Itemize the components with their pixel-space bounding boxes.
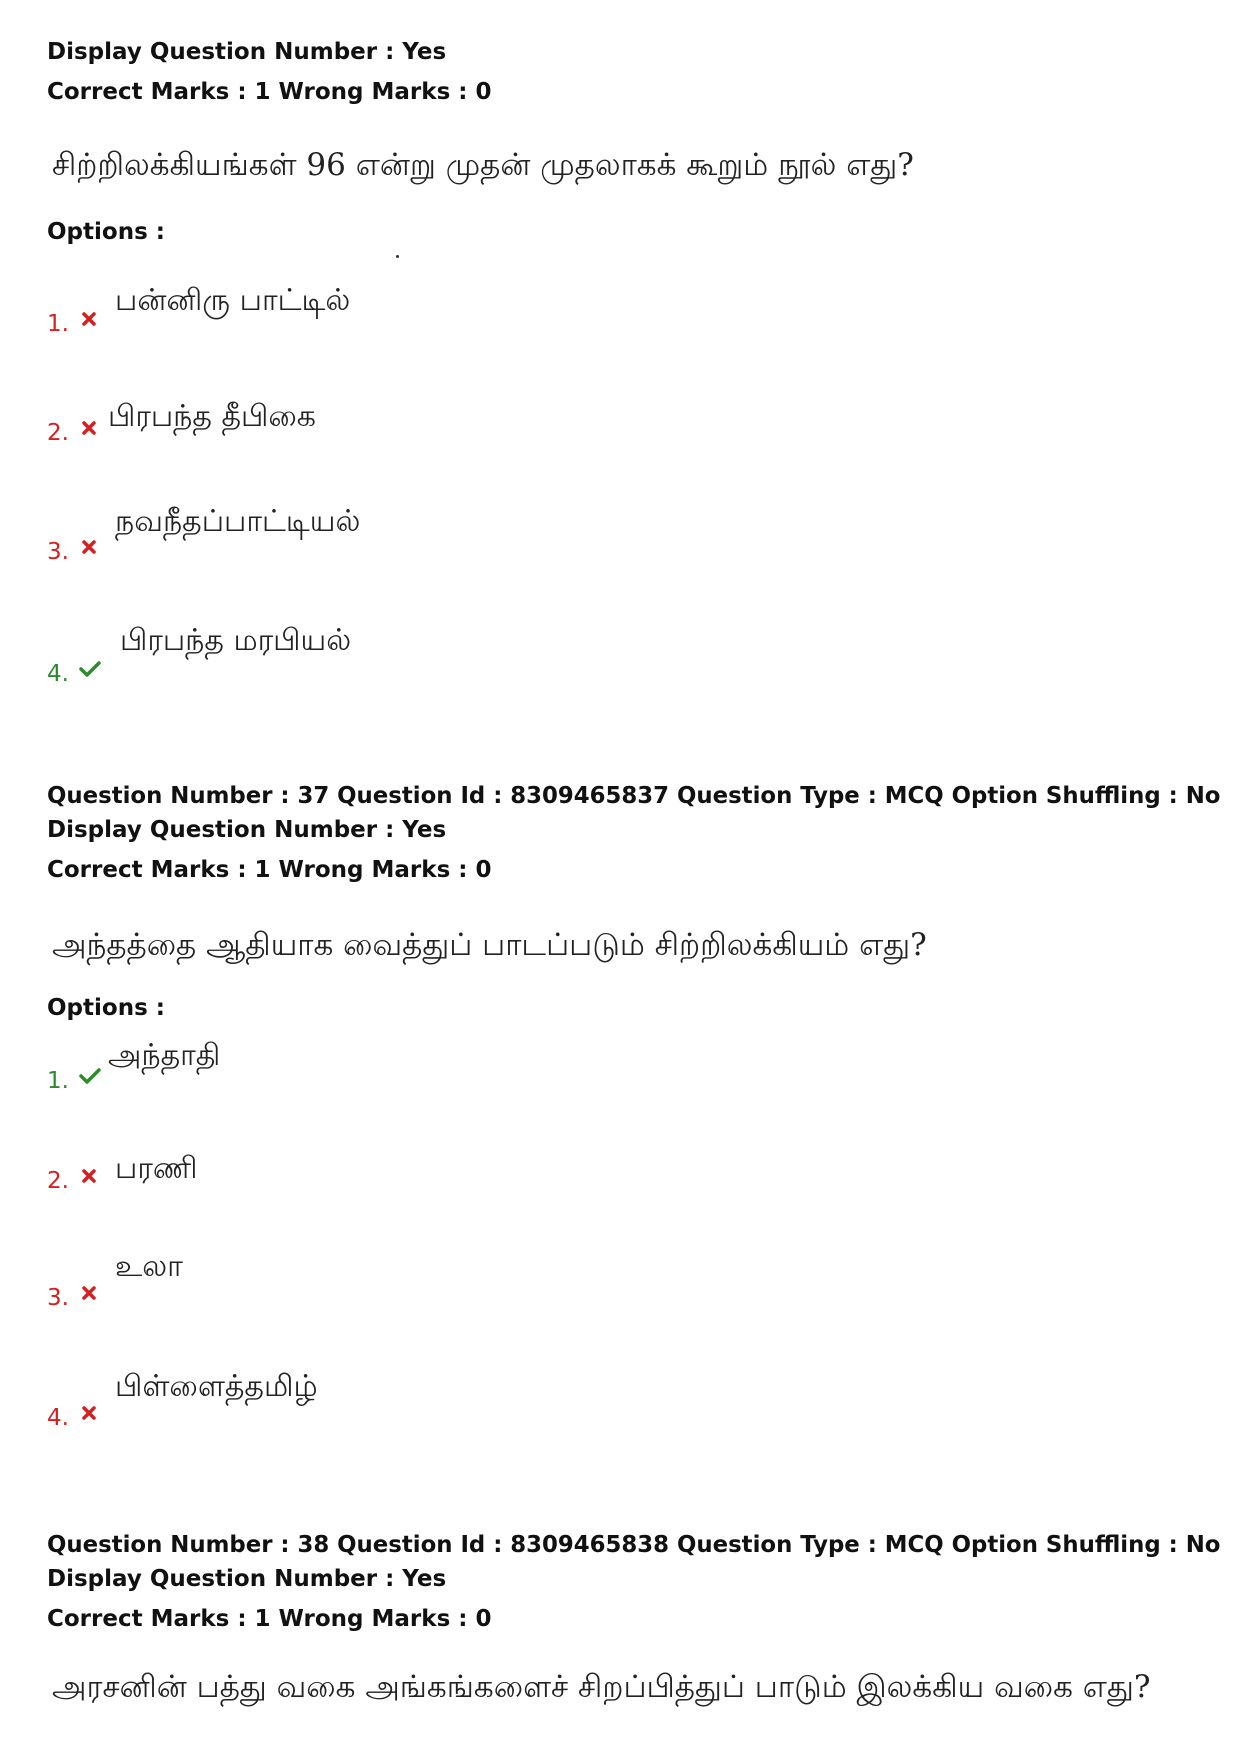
question-header: Question Number : 37 Question Id : 8309465837 Question Type : MCQ Option Shuffling : No <box>47 783 1221 809</box>
check-icon <box>79 1067 101 1085</box>
marks-info: Correct Marks : 1 Wrong Marks : 0 <box>47 79 492 105</box>
option-number: 1. <box>47 311 69 337</box>
stray-dot <box>396 255 399 258</box>
options-label: Options : <box>47 995 165 1021</box>
cross-icon <box>80 1404 98 1422</box>
option-number: 1. <box>47 1068 69 1094</box>
options-label: Options : <box>47 219 165 245</box>
option-text: பிரபந்த தீபிகை <box>108 399 316 434</box>
cross-icon <box>80 1167 98 1185</box>
marks-info: Correct Marks : 1 Wrong Marks : 0 <box>47 1606 492 1632</box>
cross-icon <box>80 538 98 556</box>
display-question-number: Display Question Number : Yes <box>47 817 447 843</box>
question-text: அந்தத்தை ஆதியாக வைத்துப் பாடப்படும் சிற்றிலக்கியம் எது? <box>52 927 927 963</box>
option-text: உலா <box>115 1249 183 1284</box>
display-question-number: Display Question Number : Yes <box>47 39 447 65</box>
option-text: நவநீதப்பாட்டியல் <box>115 504 361 539</box>
cross-icon <box>80 310 98 328</box>
check-icon <box>79 660 101 678</box>
option-text: பன்னிரு பாட்டில் <box>115 283 351 318</box>
option-number: 2. <box>47 420 69 446</box>
cross-icon <box>80 419 98 437</box>
option-text: பரணி <box>115 1151 198 1186</box>
option-number: 4. <box>47 1405 69 1431</box>
display-question-number: Display Question Number : Yes <box>47 1566 447 1592</box>
question-header: Question Number : 38 Question Id : 8309465838 Question Type : MCQ Option Shuffling : No <box>47 1532 1221 1558</box>
option-number: 2. <box>47 1168 69 1194</box>
option-text: அந்தாதி <box>108 1038 221 1073</box>
question-text: அரசனின் பத்து வகை அங்கங்களைச் சிறப்பித்துப் பாடும் இலக்கிய வகை எது? <box>52 1669 1151 1705</box>
option-text: பிரபந்த மரபியல் <box>120 623 352 658</box>
question-text: சிற்றிலக்கியங்கள் 96 என்று முதன் முதலாகக் கூறும் நூல் எது? <box>52 147 914 183</box>
marks-info: Correct Marks : 1 Wrong Marks : 0 <box>47 857 492 883</box>
option-number: 3. <box>47 539 69 565</box>
cross-icon <box>80 1284 98 1302</box>
option-number: 3. <box>47 1285 69 1311</box>
option-text: பிள்ளைத்தமிழ் <box>115 1369 318 1404</box>
option-number: 4. <box>47 661 69 687</box>
